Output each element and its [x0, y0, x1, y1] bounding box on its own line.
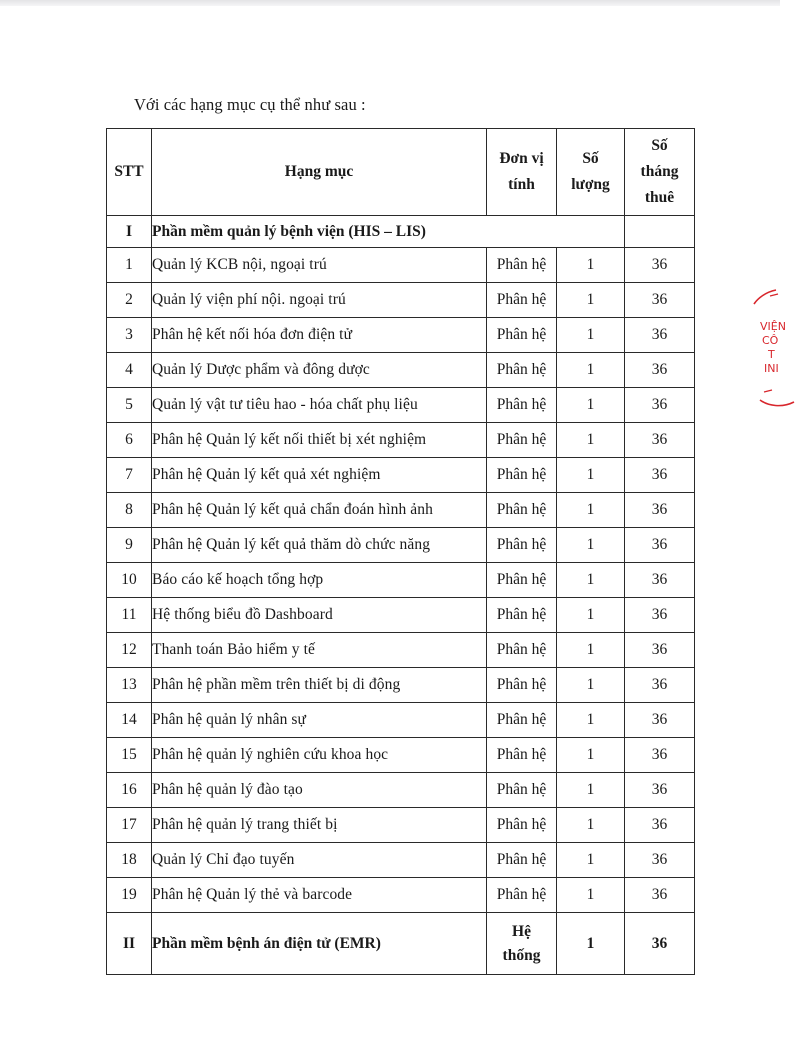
row-qty: 1	[557, 598, 625, 633]
header-months-line1: Số	[651, 137, 668, 154]
page-top-edge	[0, 0, 780, 6]
table-row	[107, 773, 695, 808]
table-row	[107, 458, 695, 493]
row-name: Phân hệ quản lý nghiên cứu khoa học	[152, 738, 487, 773]
row-unit: Phân hệ	[487, 808, 557, 843]
section-title: Phần mềm bệnh án điện tử (EMR)	[152, 913, 487, 975]
header-months	[625, 129, 695, 216]
section-blank-cell	[625, 216, 695, 248]
header-qty-line2: lượng	[571, 176, 610, 193]
row-unit: Phân hệ	[487, 668, 557, 703]
row-name: Quản lý Dược phẩm và đông dược	[152, 353, 487, 388]
section-stt: I	[107, 216, 152, 248]
table-row	[107, 493, 695, 528]
section-unit-line1: Hệ	[512, 922, 531, 940]
row-stt: 11	[107, 598, 152, 633]
row-unit: Phân hệ	[487, 843, 557, 878]
row-months: 36	[625, 668, 695, 703]
row-name: Phân hệ Quản lý kết quả xét nghiệm	[152, 458, 487, 493]
row-name: Quản lý Chỉ đạo tuyến	[152, 843, 487, 878]
row-name: Phân hệ Quản lý thẻ và barcode	[152, 878, 487, 913]
section-stt: II	[107, 913, 152, 975]
row-name: Phân hệ Quản lý kết quả thăm dò chức năng	[152, 528, 487, 563]
row-name: Báo cáo kế hoạch tổng hợp	[152, 563, 487, 598]
row-qty: 1	[557, 318, 625, 353]
table-row	[107, 388, 695, 423]
row-qty: 1	[557, 808, 625, 843]
row-unit: Phân hệ	[487, 878, 557, 913]
table-row	[107, 528, 695, 563]
header-qty	[557, 129, 625, 216]
table-row	[107, 423, 695, 458]
header-stt: STT	[107, 129, 152, 216]
row-stt: 14	[107, 703, 152, 738]
section-title: Phần mềm quản lý bệnh viện (HIS – LIS)	[152, 216, 625, 248]
table-row	[107, 843, 695, 878]
seal-stamp-graphic	[748, 282, 812, 412]
row-months: 36	[625, 353, 695, 388]
row-stt: 9	[107, 528, 152, 563]
table-row	[107, 248, 695, 283]
row-qty: 1	[557, 388, 625, 423]
row-months: 36	[625, 878, 695, 913]
header-item: Hạng mục	[152, 129, 487, 216]
row-stt: 17	[107, 808, 152, 843]
row-qty: 1	[557, 773, 625, 808]
row-months: 36	[625, 493, 695, 528]
row-unit: Phân hệ	[487, 248, 557, 283]
row-stt: 8	[107, 493, 152, 528]
row-qty: 1	[557, 738, 625, 773]
row-months: 36	[625, 773, 695, 808]
row-unit: Phân hệ	[487, 738, 557, 773]
row-stt: 13	[107, 668, 152, 703]
row-months: 36	[625, 318, 695, 353]
row-unit: Phân hệ	[487, 458, 557, 493]
header-unit-line2: tính	[508, 176, 535, 193]
section-qty: 1	[557, 913, 625, 975]
row-unit: Phân hệ	[487, 353, 557, 388]
table-row	[107, 563, 695, 598]
row-unit: Phân hệ	[487, 493, 557, 528]
row-qty: 1	[557, 283, 625, 318]
row-qty: 1	[557, 423, 625, 458]
row-months: 36	[625, 458, 695, 493]
table-row	[107, 318, 695, 353]
table-row	[107, 878, 695, 913]
row-months: 36	[625, 528, 695, 563]
row-unit: Phân hệ	[487, 318, 557, 353]
row-stt: 2	[107, 283, 152, 318]
row-qty: 1	[557, 668, 625, 703]
section-unit-line2: thống	[502, 946, 541, 964]
row-stt: 3	[107, 318, 152, 353]
header-months-line3: thuê	[644, 189, 675, 206]
items-table	[106, 128, 695, 975]
row-stt: 1	[107, 248, 152, 283]
table-row	[107, 283, 695, 318]
row-stt: 19	[107, 878, 152, 913]
row-unit: Phân hệ	[487, 528, 557, 563]
row-months: 36	[625, 248, 695, 283]
row-qty: 1	[557, 248, 625, 283]
row-unit: Phân hệ	[487, 633, 557, 668]
row-name: Phân hệ quản lý đào tạo	[152, 773, 487, 808]
row-unit: Phân hệ	[487, 773, 557, 808]
row-name: Phân hệ quản lý trang thiết bị	[152, 808, 487, 843]
table-row	[107, 353, 695, 388]
row-qty: 1	[557, 843, 625, 878]
table-row	[107, 598, 695, 633]
row-name: Quản lý vật tư tiêu hao - hóa chất phụ liệu	[152, 388, 487, 423]
row-qty: 1	[557, 458, 625, 493]
header-unit	[487, 129, 557, 216]
section-row-his-lis	[107, 216, 695, 248]
row-name: Phân hệ Quản lý kết nối thiết bị xét nghiệm	[152, 423, 487, 458]
row-unit: Phân hệ	[487, 703, 557, 738]
row-months: 36	[625, 388, 695, 423]
row-months: 36	[625, 563, 695, 598]
row-name: Quản lý KCB nội, ngoại trú	[152, 248, 487, 283]
row-stt: 18	[107, 843, 152, 878]
row-name: Quản lý viện phí nội. ngoại trú	[152, 283, 487, 318]
table-row	[107, 668, 695, 703]
seal-fragment: CÔ	[762, 334, 779, 347]
section-months: 36	[625, 913, 695, 975]
row-qty: 1	[557, 493, 625, 528]
row-months: 36	[625, 283, 695, 318]
row-name: Hệ thống biểu đồ Dashboard	[152, 598, 487, 633]
row-unit: Phân hệ	[487, 283, 557, 318]
row-qty: 1	[557, 528, 625, 563]
row-unit: Phân hệ	[487, 563, 557, 598]
row-months: 36	[625, 843, 695, 878]
section-unit	[487, 913, 557, 975]
row-name: Phân hệ Quản lý kết quả chẩn đoán hình ảnh	[152, 493, 487, 528]
table-header-row	[107, 129, 695, 216]
seal-fragment: VIỆN	[760, 320, 786, 333]
row-qty: 1	[557, 878, 625, 913]
row-unit: Phân hệ	[487, 598, 557, 633]
row-stt: 5	[107, 388, 152, 423]
row-months: 36	[625, 808, 695, 843]
table-row	[107, 633, 695, 668]
seal-fragment: T	[768, 348, 775, 361]
row-months: 36	[625, 703, 695, 738]
intro-text: Với các hạng mục cụ thể như sau :	[134, 95, 366, 114]
header-unit-line1: Đơn vị	[499, 150, 544, 167]
row-qty: 1	[557, 633, 625, 668]
header-months-line2: tháng	[640, 163, 679, 180]
row-name: Phân hệ phần mềm trên thiết bị di động	[152, 668, 487, 703]
row-stt: 16	[107, 773, 152, 808]
row-stt: 4	[107, 353, 152, 388]
red-seal-stamp	[748, 282, 812, 412]
row-qty: 1	[557, 353, 625, 388]
table-row	[107, 738, 695, 773]
row-stt: 12	[107, 633, 152, 668]
row-qty: 1	[557, 563, 625, 598]
row-unit: Phân hệ	[487, 423, 557, 458]
row-name: Thanh toán Bảo hiểm y tế	[152, 633, 487, 668]
seal-fragment: INI	[764, 362, 779, 375]
header-qty-line1: Số	[582, 150, 599, 167]
row-stt: 10	[107, 563, 152, 598]
row-months: 36	[625, 633, 695, 668]
row-unit: Phân hệ	[487, 388, 557, 423]
row-stt: 7	[107, 458, 152, 493]
row-months: 36	[625, 423, 695, 458]
row-months: 36	[625, 598, 695, 633]
row-months: 36	[625, 738, 695, 773]
row-stt: 15	[107, 738, 152, 773]
row-name: Phân hệ kết nối hóa đơn điện tử	[152, 318, 487, 353]
table-row	[107, 808, 695, 843]
row-name: Phân hệ quản lý nhân sự	[152, 703, 487, 738]
table-row	[107, 703, 695, 738]
row-stt: 6	[107, 423, 152, 458]
section-row-emr	[107, 913, 695, 975]
row-qty: 1	[557, 703, 625, 738]
